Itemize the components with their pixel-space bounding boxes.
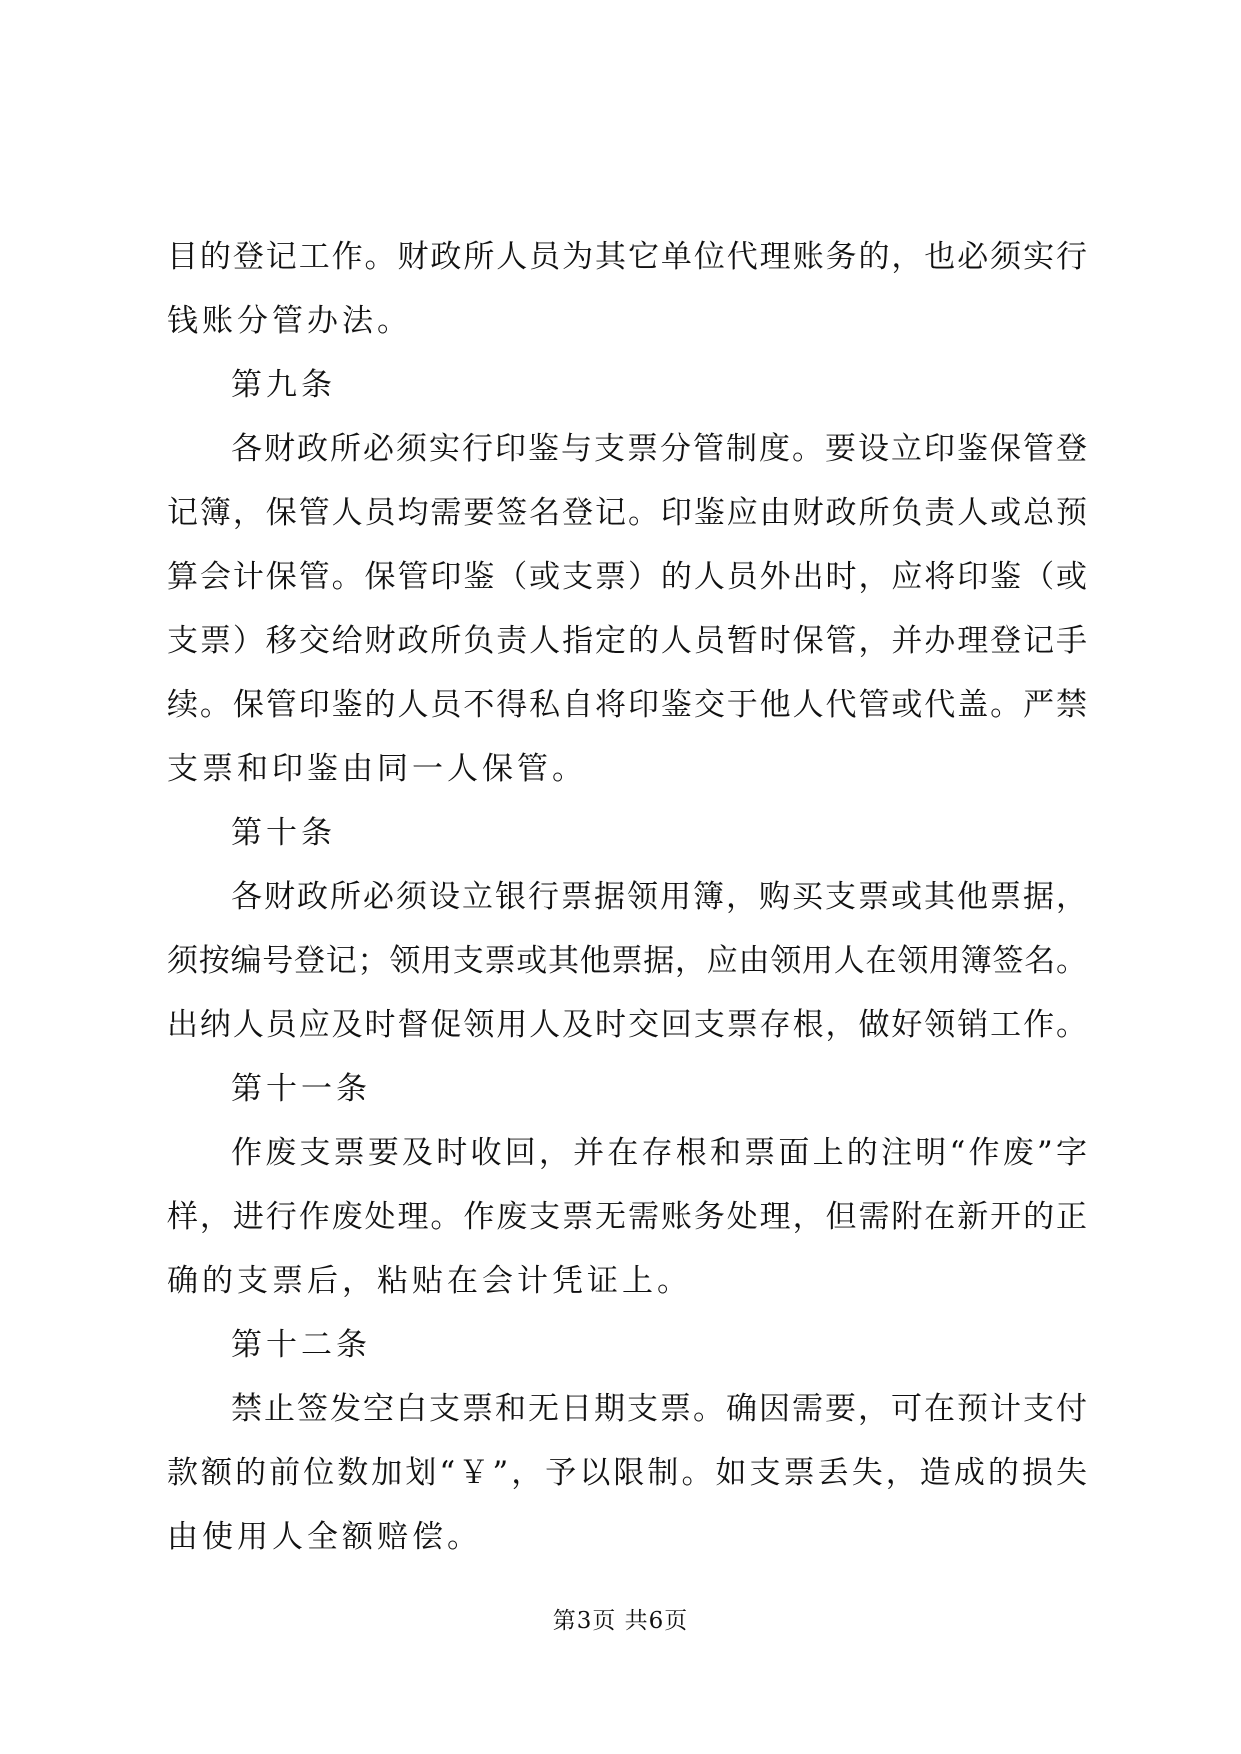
paragraph-line: 出纳人员应及时督促领用人及时交回支票存根，做好领销工作。: [167, 1007, 1087, 1043]
paragraph-line: 支票）移交给财政所负责人指定的人员暂时保管，并办理登记手: [167, 623, 1087, 659]
paragraph-line: 禁止签发空白支票和无日期支票。确因需要，可在预计支付: [231, 1391, 1087, 1427]
paragraph-line: 须按编号登记；领用支票或其他票据，应由领用人在领用簿签名。: [167, 943, 1087, 979]
article-heading-9: 第九条: [231, 367, 336, 403]
article-heading-12: 第十二条: [231, 1327, 371, 1363]
paragraph-line: 由使用人全额赔偿。: [167, 1519, 482, 1555]
paragraph-line: 各财政所必须设立银行票据领用簿，购买支票或其他票据，: [231, 879, 1087, 915]
paragraph-line: 样，进行作废处理。作废支票无需账务处理，但需附在新开的正: [167, 1199, 1087, 1235]
page-number-footer: 第3页 共6页: [552, 1608, 689, 1634]
paragraph-line: 算会计保管。保管印鉴（或支票）的人员外出时，应将印鉴（或: [167, 559, 1087, 595]
article-heading-11: 第十一条: [231, 1071, 371, 1107]
paragraph-line: 记簿，保管人员均需要签名登记。印鉴应由财政所负责人或总预: [167, 495, 1087, 531]
article-heading-10: 第十条: [231, 815, 336, 851]
paragraph-line: 续。保管印鉴的人员不得私自将印鉴交于他人代管或代盖。严禁: [167, 687, 1087, 723]
document-body: [167, 225, 1087, 1569]
paragraph-line: 钱账分管办法。: [167, 303, 412, 339]
paragraph-line: 各财政所必须实行印鉴与支票分管制度。要设立印鉴保管登: [231, 431, 1087, 467]
paragraph-line: 作废支票要及时收回，并在存根和票面上的注明“作废”字: [231, 1135, 1087, 1171]
paragraph-line: 目的登记工作。财政所人员为其它单位代理账务的，也必须实行: [167, 239, 1087, 275]
paragraph-line: 支票和印鉴由同一人保管。: [167, 751, 587, 787]
paragraph-line: 确的支票后，粘贴在会计凭证上。: [167, 1263, 692, 1299]
paragraph-line: 款额的前位数加划“￥”，予以限制。如支票丢失，造成的损失: [167, 1455, 1087, 1491]
